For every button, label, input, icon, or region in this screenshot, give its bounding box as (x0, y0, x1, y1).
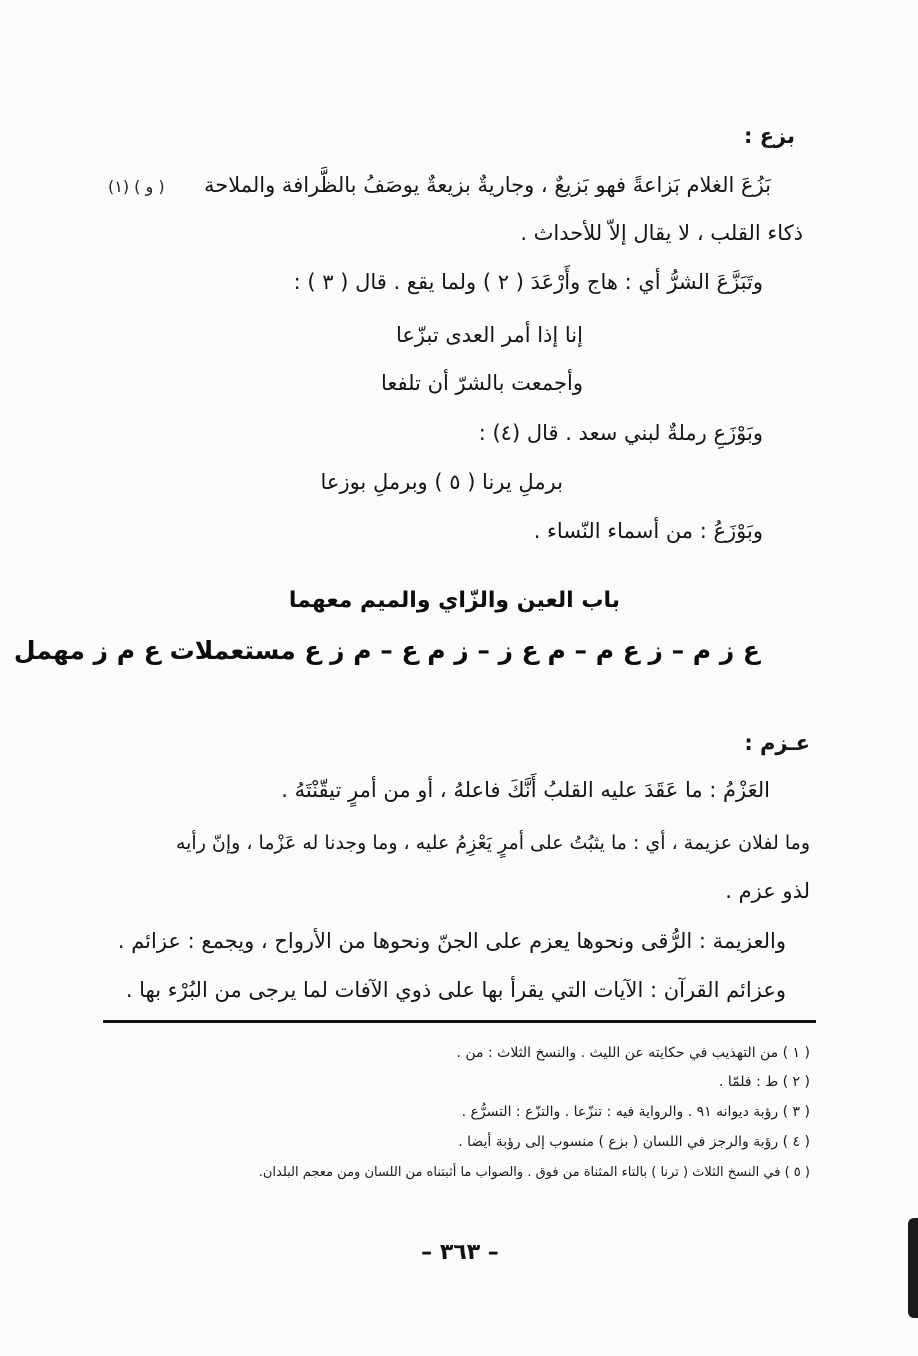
chapter-subtitle: ع ز م – ز ع م – م ع ز – ز م ع – م ز ع مستعملات ع م ز مهمل (13, 636, 760, 665)
entry-text-line: وما لفلان عزيمة ، أي : ما يثبُتُ على أمرٍ يَعْزِمُ عليه ، وما وجدنا له عَزْما ، وإنّ رأيه (175, 832, 810, 854)
footnote: ( ٢ ) ط : فلمّا . (719, 1074, 810, 1090)
entry-text-line: ذكاء القلب ، لا يقال إلاّ للأحداث . (520, 221, 803, 245)
footnote-divider (103, 1020, 816, 1023)
footnote: ( ١ ) من التهذيب في حكايته عن الليث . والنسخ الثلاث : من . (456, 1045, 810, 1061)
entry-text-line: وبَوْزَعُ : من أسماء النّساء . (533, 519, 763, 543)
entry-heading-bz: بزع : (743, 124, 795, 148)
verse-line: إنا إذا أمر العدى تبزّعا (396, 323, 583, 347)
page-number: – ٣٦٣ – (421, 1240, 499, 1265)
entry-text-line: وتَبَزَّعَ الشرُّ أي : هاج وأَرْعَدَ ( ٢ ) ولما يقع . قال ( ٣ ) : (293, 270, 763, 294)
entry-text-line: بَزُعَ الغلام بَزاعةً فهو بَزيعٌ ، وجاريةٌ بزيعةٌ يوصَفُ بالظَّرافة والملاحة (203, 173, 771, 197)
entry-text-line: وعزائم القرآن : الآيات التي يقرأ بها على ذوي الآفات لما يرجى من البُرْء بها . (125, 978, 786, 1002)
footnote: ( ٥ ) في النسخ الثلاث ( ترنا ) بالتاء المثناة من فوق . والصواب ما أثبتناه من اللسان ومن معجم البلدان. (258, 1165, 810, 1180)
scan-edge-mark (908, 1218, 918, 1318)
entry-heading-azm: عـزم : (744, 731, 810, 755)
footnote: ( ٤ ) رؤبة والرجز في اللسان ( بزع ) منسوب إلى رؤبة أيضا . (458, 1134, 810, 1150)
entry-text-line: والعزيمة : الرُّقى ونحوها يعزم على الجنّ ونحوها من الأرواح ، ويجمع : عزائم . (117, 929, 786, 953)
verse-line: برملِ يرنا ( ٥ ) وبرملِ بوزعا (320, 470, 563, 494)
chapter-title: باب العين والزّاي والميم معهما (288, 588, 620, 613)
footnote: ( ٣ ) رؤبة ديوانه ٩١ . والرواية فيه : تنزّعا . والتزّع : التسرُّع . (461, 1104, 810, 1120)
line-references: ( و ) (١) (108, 177, 165, 196)
entry-text-line: وبَوْزَعِ رملةٌ لبني سعد . قال (٤) : (478, 421, 763, 445)
verse-line: وأجمعت بالشرّ أن تلفعا (380, 371, 583, 395)
entry-text-line: العَزْمُ : ما عَقَدَ عليه القلبُ أَنَّكَ فاعلهُ ، أو من أمرٍ تيقّنْتَهُ . (281, 778, 770, 802)
entry-text-line: لذو عزم . (725, 879, 810, 903)
